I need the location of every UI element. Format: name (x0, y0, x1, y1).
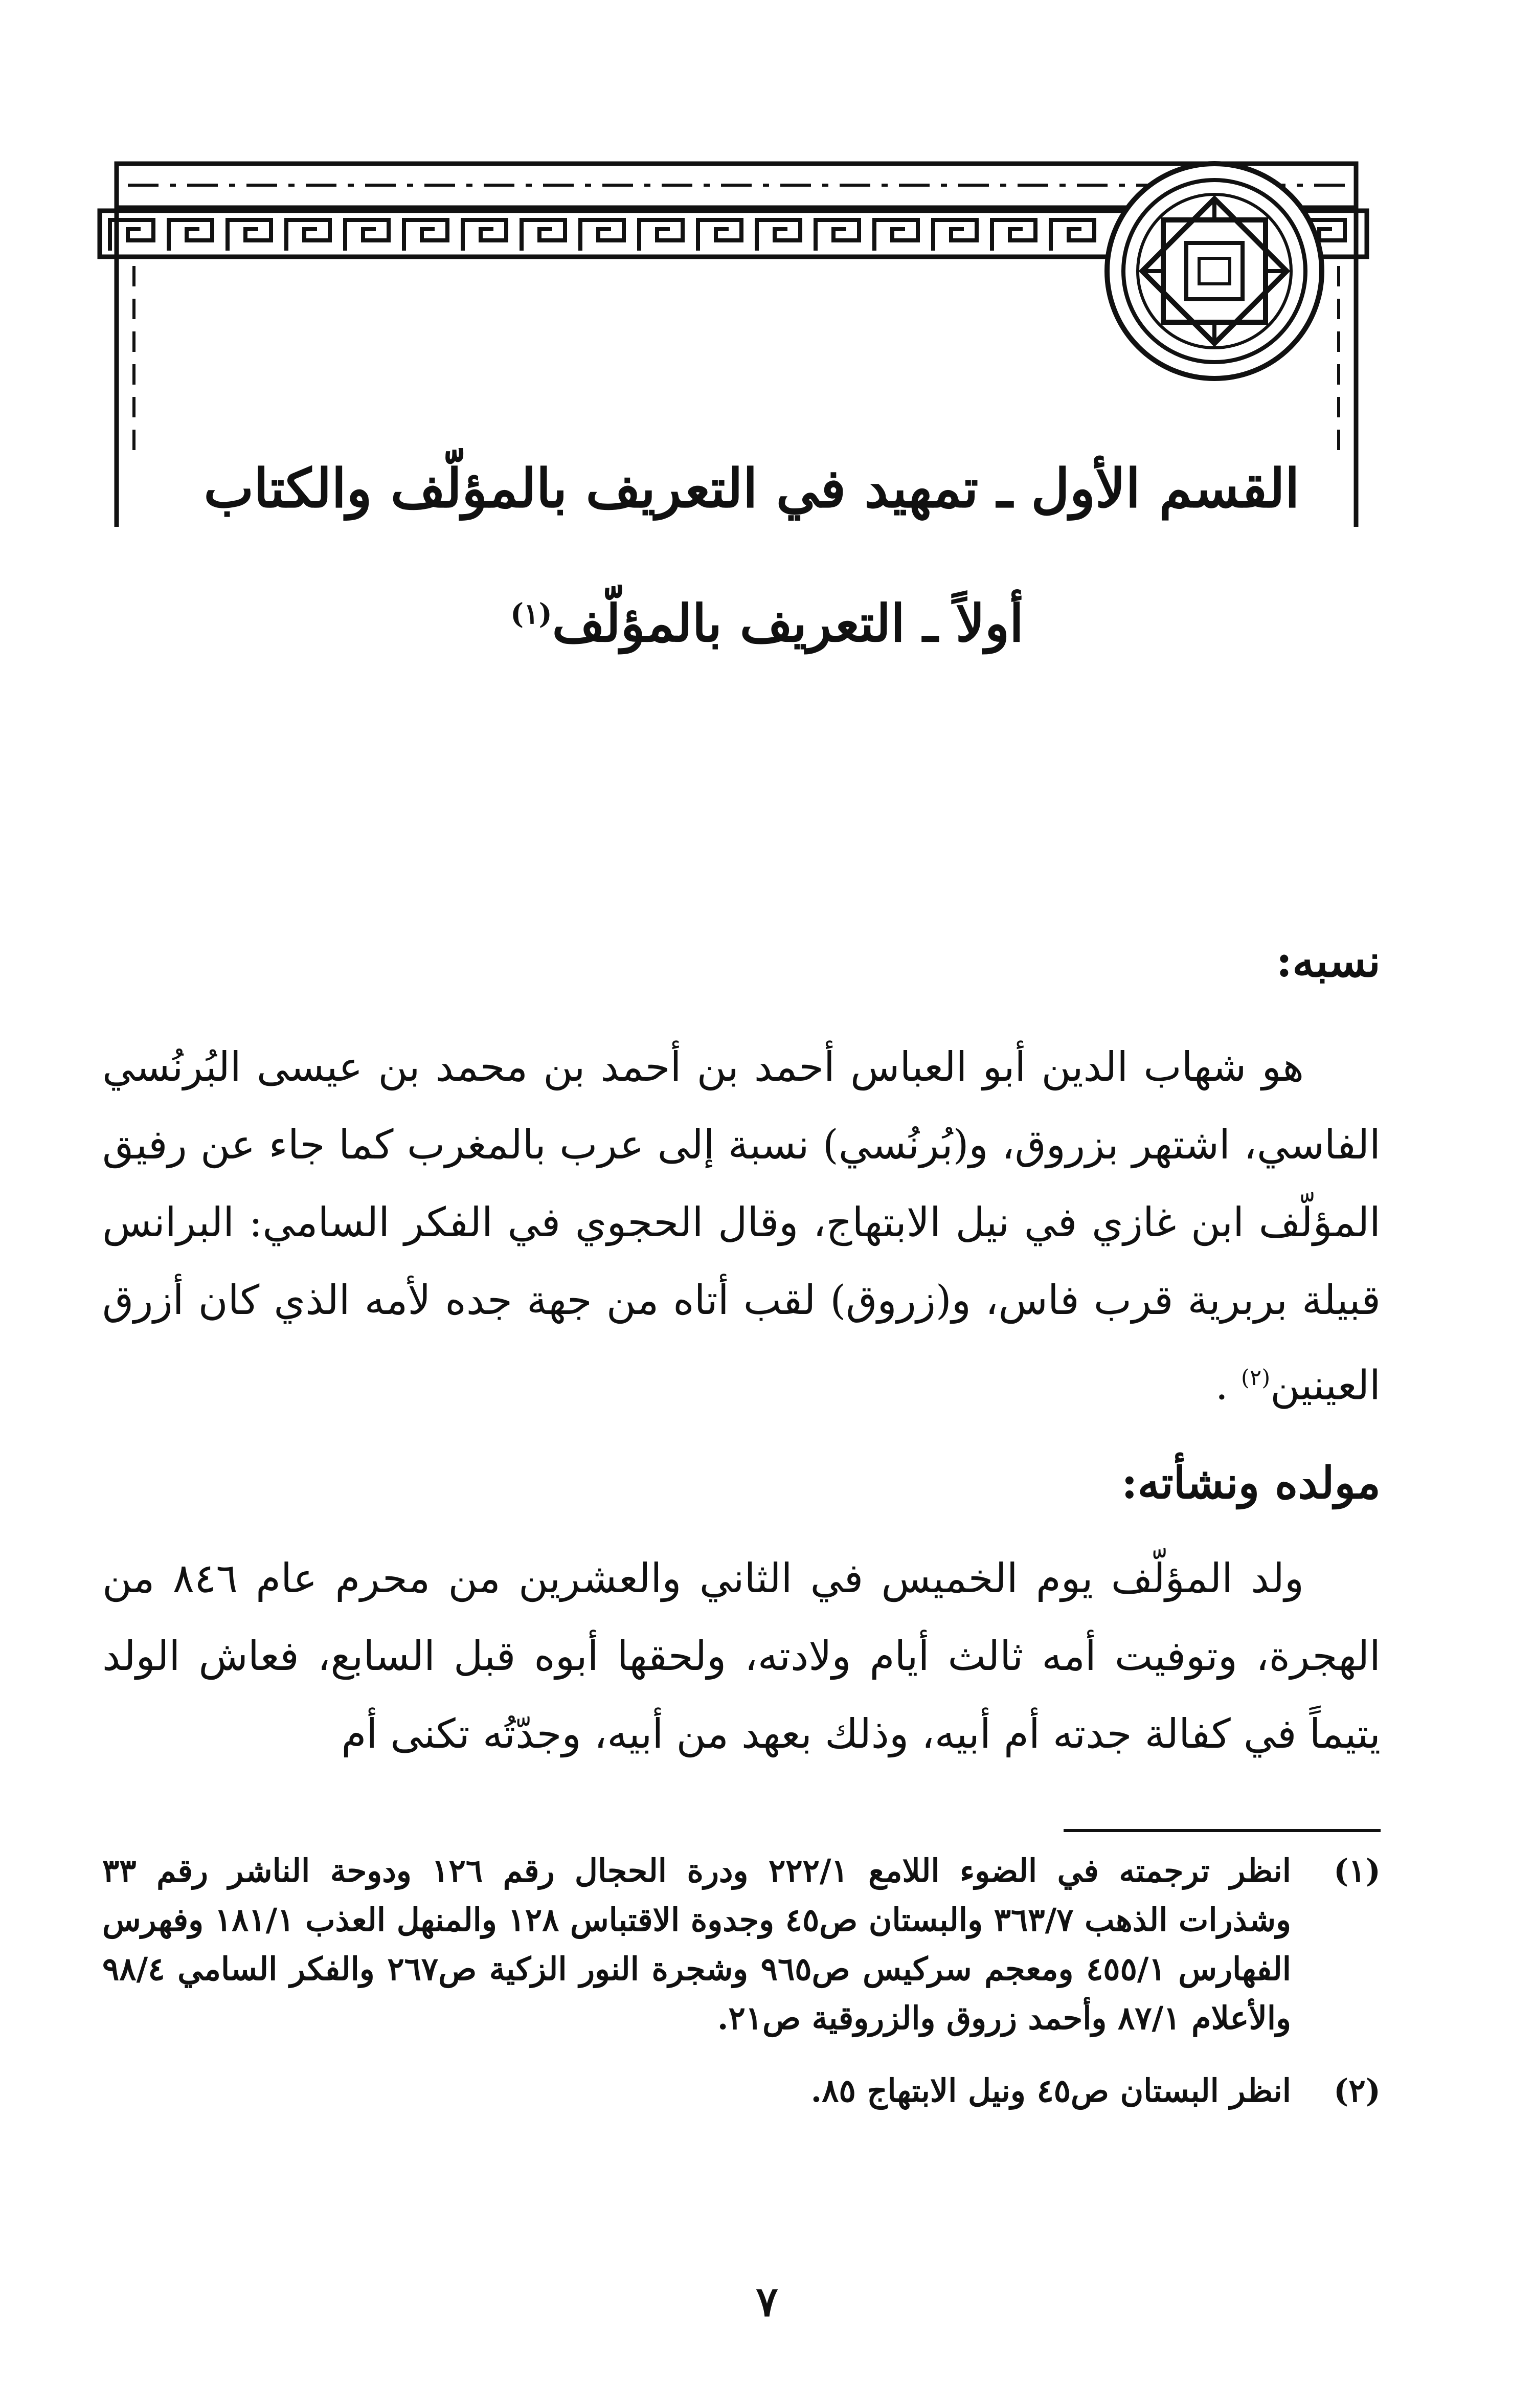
lineage-paragraph (102, 1028, 1381, 1424)
footnote-1-text: انظر ترجمته في الضوء اللامع ٢٢٢/١ ودرة الحجال رقم ١٢٦ ودوحة الناشر رقم ٣٣ وشذرات الذهب ٣٦٣/٧ والبستان ص٤٥ وجدوة الاقتباس ١٢٨ والمنهل العذب ١٨١/١ وفهرس الفهارس ٤٥٥/١ ومعجم سركيس ص٩٦٥ وشجرة النور الزكية ص٢٦٧ والفكر السامي ٩٨/٤ والأعلام ٨٧/١ وأحمد زروق والزروقية ص٢١. (102, 1852, 1291, 2037)
page-number: ٧ (756, 2278, 778, 2326)
subtitle-text: أولاً ـ التعريف بالمؤلّف (552, 593, 1024, 654)
birth-text: ولد المؤلّف يوم الخميس في الثاني والعشرين من محرم عام ٨٤٦ من الهجرة، وتوفيت أمه ثالث أيام ولادته، ولحقها أبوه قبل السابع، فعاش الولد يتيماً في كفالة جدته أم أبيه، وذلك بعهد من أبيه، وجدّتُه تكنى أم (102, 1555, 1381, 1757)
section-title: القسم الأول ـ تمهيد في التعريف بالمؤلّف والكتاب (204, 457, 1300, 520)
subtitle (358, 578, 1176, 654)
footnote-divider (1064, 1829, 1381, 1832)
footnote-2 (102, 2066, 1381, 2115)
footnote-1 (102, 1846, 1381, 2043)
birth-paragraph (102, 1540, 1381, 1773)
footnote-2-text: انظر البستان ص٤٥ ونيل الابتهاج ٨٥. (810, 2072, 1291, 2109)
lineage-end: . (1215, 1362, 1241, 1409)
birth-heading: مولده ونشأته: (1121, 1457, 1381, 1509)
medallion-ornament-icon (1107, 164, 1322, 378)
lineage-heading: نسبه: (1276, 935, 1381, 987)
footnote-ref-2: (٢) (1240, 1365, 1271, 1391)
footnote-ref-1: (١) (510, 597, 552, 630)
footnote-1-number: (١) (1334, 1852, 1381, 1889)
footnote-2-number: (٢) (1334, 2072, 1381, 2109)
lineage-text: هو شهاب الدين أبو العباس أحمد بن أحمد بن محمد بن عيسى البُرنُسي الفاسي، اشتهر بزروق، و(بُرنُسي) نسبة إلى عرب بالمغرب كما جاء عن رفيق المؤلّف ابن غازي في نيل الابتهاج، وقال الحجوي في الفكر السامي: البرانس قبيلة بربرية قرب فاس، و(زروق) لقب أتاه من جهة جده لأمه الذي كان أزرق العينين (102, 1043, 1381, 1409)
